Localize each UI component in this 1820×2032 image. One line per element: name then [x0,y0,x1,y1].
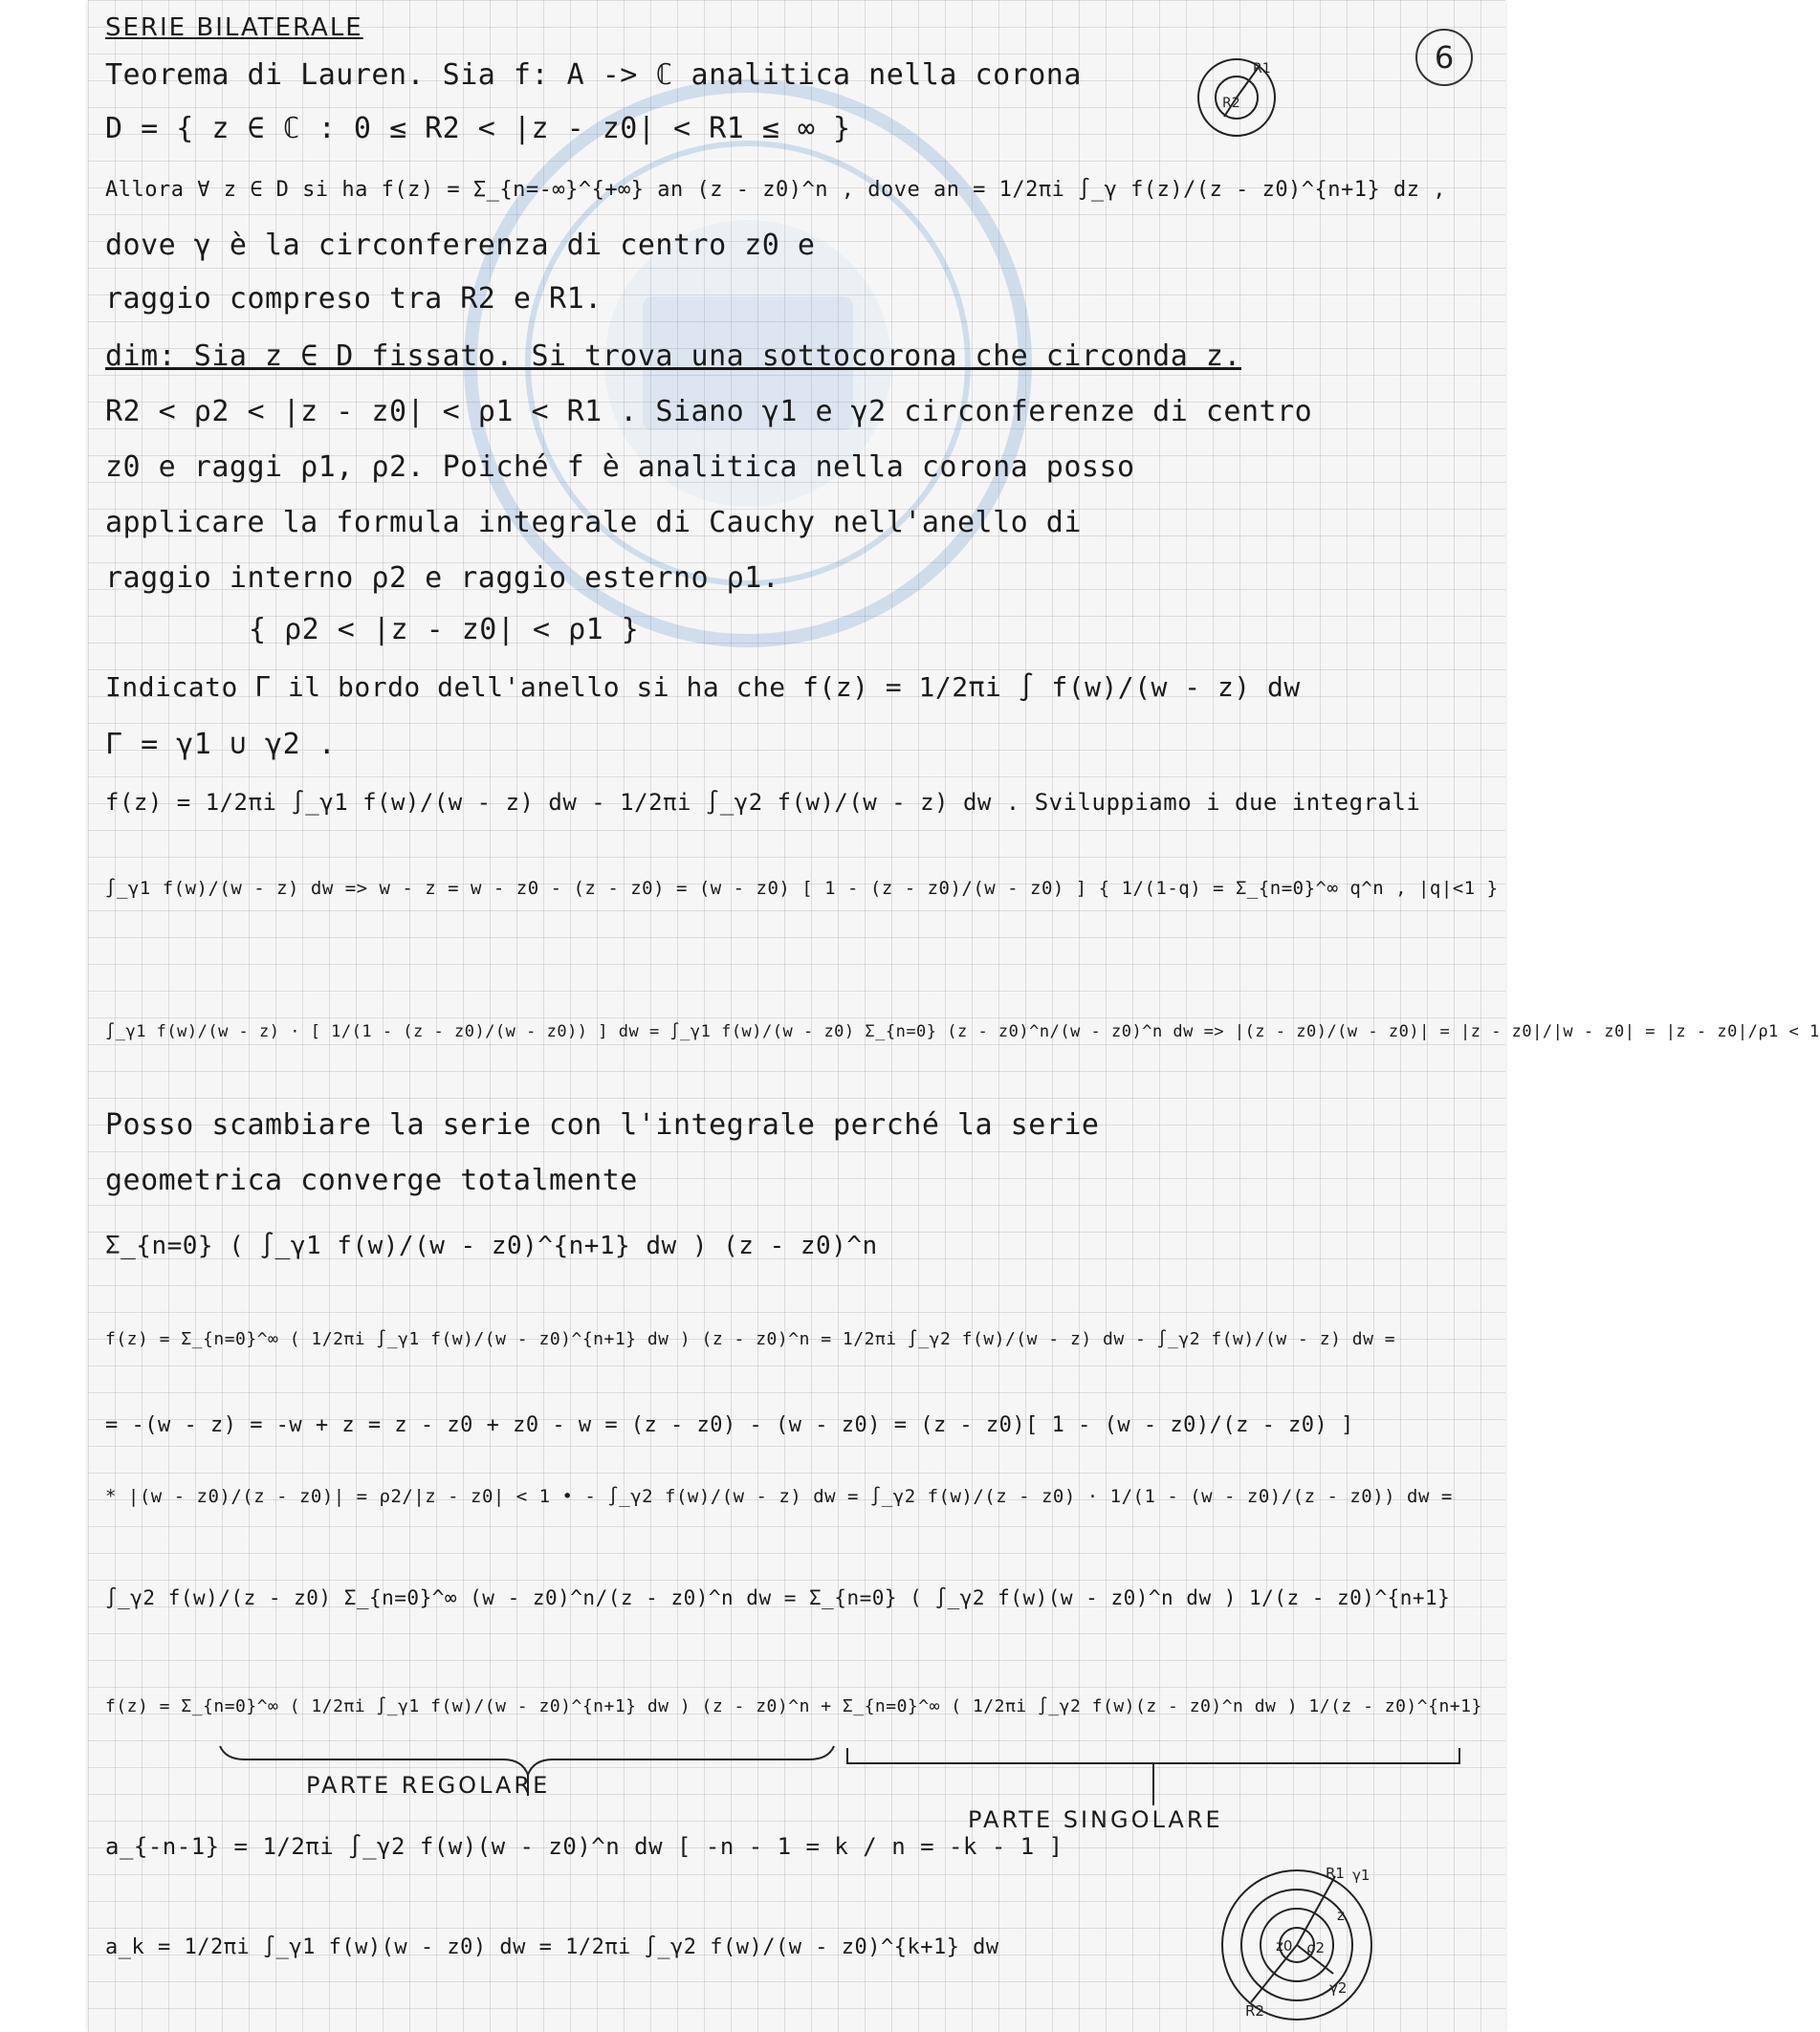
text-line-14: f(z) = 1/2πi ∫_γ1 f(w)/(w - z) dw - 1/2πi ∫_γ2 f(w)/(w - z) dw . Sviluppiamo i due integrali [105,789,1421,816]
text-line-23: ∫_γ2 f(w)/(z - z0) Σ_{n=0}^∞ (w - z0)^n/(z - z0)^n dw = Σ_{n=0} ( ∫_γ2 f(w)(w - z0)^n dw ) 1/(z - z0)^{n+1} [105,1586,1451,1609]
text-line-2: D = { z ∈ ℂ : 0 ≤ R2 < |z - z0| < R1 ≤ ∞ } [105,112,851,145]
text-line-22: * |(w - z0)/(z - z0)| = ρ2/|z - z0| < 1 • - ∫_γ2 f(w)/(w - z) dw = ∫_γ2 f(w)/(z - z0) · 1/(1 - (w - z0)/(z - z0)) dw = [105,1486,1453,1507]
mini-sketch-r1-label: R1 [1253,61,1271,76]
text-line-7: R2 < ρ2 < |z - z0| < ρ1 < R1 . Siano γ1 e γ2 circonferenze di centro [105,395,1313,428]
page-title: SERIE BILATERALE [105,13,363,42]
text-line-5: raggio compreso tra R2 e R1. [105,282,603,316]
text-line-4: dove γ è la circonferenza di centro z0 e [105,229,816,262]
regular-part-label: PARTE REGOLARE [306,1772,551,1799]
text-line-12: Indicato Γ il bordo dell'anello si ha che f(z) = 1/2πi ∫ f(w)/(w - z) dw [105,671,1301,703]
text-line-28: a_k = 1/2πi ∫_γ1 f(w)(w - z0) dw = 1/2πi ∫_γ2 f(w)/(w - z0)^{k+1} dw [105,1935,999,1959]
text-line-3: Allora ∀ z ∈ D si ha f(z) = Σ_{n=-∞}^{+∞} an (z - z0)^n , dove an = 1/2πi ∫_γ f(z)/(z - z0)^{n+1} dz , [105,178,1447,202]
text-line-18: geometrica converge totalmente [105,1164,638,1197]
text-line-16: ∫_γ1 f(w)/(w - z) · [ 1/(1 - (z - z0)/(w - z0)) ] dw = ∫_γ1 f(w)/(w - z0) Σ_{n=0} (z - z0)^n/(w - z0)^n dw => |(z - z0)/(w - z0)| = |z - z0|/|w - z0| = |z - z0|/ρ1 < 1 [105,1022,1820,1041]
diagram-z0-label: z0 [1276,1937,1293,1955]
text-line-21: = -(w - z) = -w + z = z - z0 + z0 - w = (z - z0) - (w - z0) = (z - z0)[ 1 - (w - z0)/(z - z0) ] [105,1413,1354,1437]
diagram-r1-label: R1 [1326,1865,1345,1882]
text-line-15: ∫_γ1 f(w)/(w - z) dw => w - z = w - z0 - (z - z0) = (w - z0) [ 1 - (z - z0)/(w - z0) ] { 1/(1-q) = Σ_{n=0}^∞ q^n , |q|<1 } [105,878,1499,899]
diagram-gamma2-label: γ2 [1329,1979,1348,1997]
text-line-13: Γ = γ1 ∪ γ2 . [105,728,337,761]
text-line-1: Teorema di Lauren. Sia f: A -> ℂ analitica nella corona [105,58,1082,92]
corona-mini-sketch-icon [1184,50,1289,145]
text-line-6: dim: Sia z ∈ D fissato. Si trova una sottocorona che circonda z. [105,339,1241,373]
text-line-20: f(z) = Σ_{n=0}^∞ ( 1/2πi ∫_γ1 f(w)/(w - z0)^{n+1} dw ) (z - z0)^n = 1/2πi ∫_γ2 f(w)/(w - z) dw - ∫_γ2 f(w)/(w - z) dw = [105,1329,1396,1349]
page-number: 6 [1415,29,1473,86]
text-line-8: z0 e raggi ρ1, ρ2. Poiché f è analitica nella corona posso [105,450,1135,484]
text-line-11: { ρ2 < |z - z0| < ρ1 } [249,613,640,646]
text-line-10: raggio interno ρ2 e raggio esterno ρ1. [105,561,780,595]
text-line-27: a_{-n-1} = 1/2πi ∫_γ2 f(w)(w - z0)^n dw [ -n - 1 = k / n = -k - 1 ] [105,1833,1063,1860]
diagram-z-label: z [1337,1907,1345,1924]
singular-part-label: PARTE SINGOLARE [968,1806,1223,1833]
text-line-24: f(z) = Σ_{n=0}^∞ ( 1/2πi ∫_γ1 f(w)/(w - z0)^{n+1} dw ) (z - z0)^n + Σ_{n=0}^∞ ( 1/2πi ∫_γ2 f(w)(z - z0)^n dw ) 1/(z - z0)^{n+1} [105,1696,1482,1716]
text-line-9: applicare la formula integrale di Cauchy nell'anello di [105,506,1082,539]
annulus-diagram [1173,1859,1440,2021]
mini-sketch-r2-label: R2 [1222,96,1240,111]
diagram-gamma1-label: γ1 [1352,1867,1370,1884]
text-line-19: Σ_{n=0} ( ∫_γ1 f(w)/(w - z0)^{n+1} dw ) (z - z0)^n [105,1232,878,1260]
diagram-r2-label: R2 [1245,2002,1264,2020]
diagram-rho2-label: ρ2 [1306,1939,1326,1956]
text-line-17: Posso scambiare la serie con l'integrale perché la serie [105,1108,1100,1142]
